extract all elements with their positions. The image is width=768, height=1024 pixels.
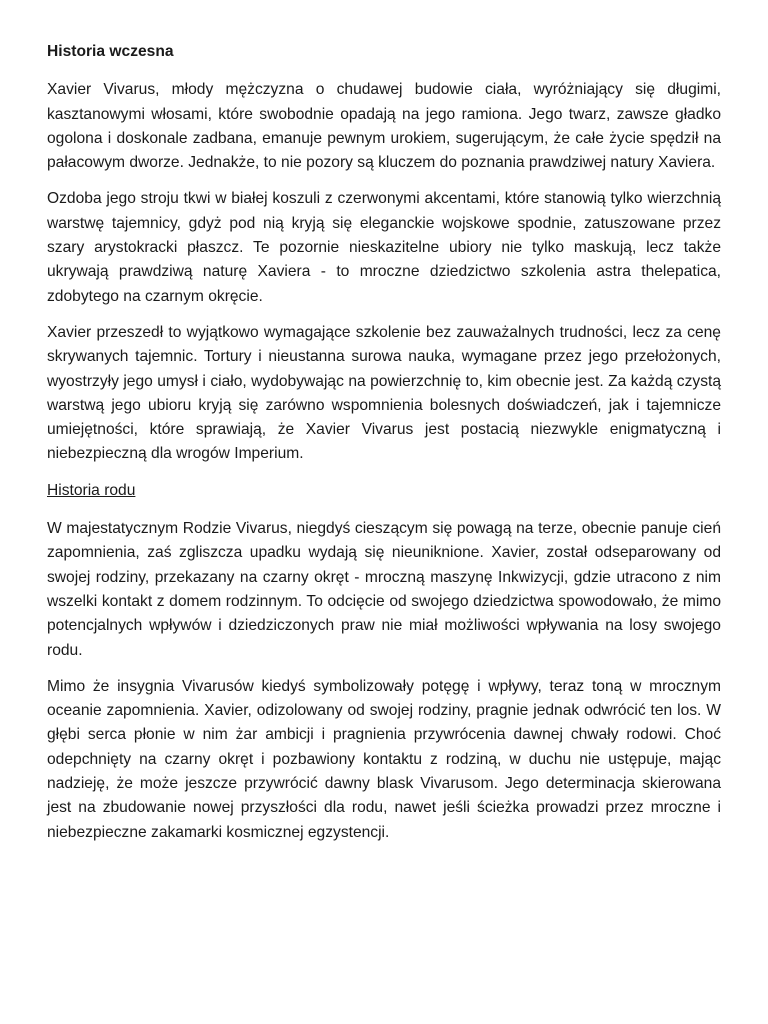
paragraph: Xavier Vivarus, młody mężczyzna o chudawej budowie ciała, wyróżniający się długimi, kasztanowymi włosami, które swobodnie opadają na jego ramiona. Jego twarz, zawsze gładko ogolona i doskonale zadbana, emanuje pewnym urokiem, sugerującym, że całe życie spędził na pałacowym dworze. Jednakże, to nie pozory są kluczem do poznania prawdziwej natury Xaviera. bbox=[47, 81, 721, 172]
paragraph: Ozdoba jego stroju tkwi w białej koszuli z czerwonymi akcentami, które stanowią tylko wierzchnią warstwę tajemnicy, gdyż pod nią kryją się eleganckie wojskowe spodnie, zatuszowane przez szary arystokracki płaszcz. Te pozornie nieskazitelne ubiory nie tylko maskują, lecz także ukrywają prawdziwą naturę Xaviera - to mroczne dziedzictwo szkolenia astra thelepatica, zdobytego na czarnym okręcie. bbox=[47, 190, 721, 305]
section-heading-family-history: Historia rodu bbox=[47, 481, 136, 499]
paragraph: W majestatycznym Rodzie Vivarus, niegdyś cieszącym się powagą na terze, obecnie panuje cień zapomnienia, zaś zgliszcza upadku wydają się nieuniknione. Xavier, został odseparowany od swojej rodziny, przekazany na czarny okręt - mroczną maszynę Inkwizycji, gdzie utracono z nim wszelki kontakt z domem rodzinnym. To odcięcie od swojego dziedzictwa spowodowało, że mimo potencjalnych wpływów i dziedziczonych praw nie miał możliwości wpływania na losy swojego rodu. bbox=[47, 520, 721, 659]
section-heading-early-history: Historia wczesna bbox=[47, 43, 174, 60]
paragraph: Mimo że insygnia Vivarusów kiedyś symbolizowały potęgę i wpływy, teraz toną w mrocznym oceanie zapomnienia. Xavier, odizolowany od swojej rodziny, pragnie jednak odwrócić ten los. W głębi serca płonie w nim żar ambicji i pragnienia przywrócenia dawnej chwały rodowi. Choć odepchnięty na czarny okręt i pozbawiony kontaktu z rodziną, w duchu nie ustępuje, mając nadzieję, że może jeszcze przywrócić dawny blask Vivarusom. Jego determinacja skierowana jest na zbudowanie nowej przyszłości dla rodu, nawet jeśli ścieżka prowadzi przez mroczne i niebezpieczne zakamarki kosmicznej egzystencji. bbox=[47, 677, 721, 841]
paragraph: Xavier przeszedł to wyjątkowo wymagające szkolenie bez zauważalnych trudności, lecz za cenę skrywanych tajemnic. Tortury i nieustanna surowa nauka, wymagane przez jego przełożonych, wyostrzyły jego umysł i ciało, wydobywając na powierzchnię to, kim obecnie jest. Za każdą czystą warstwą jego ubioru kryją się zarówno wspomnienia bolesnych doświadczeń, jak i tajemnicze umiejętności, które sprawiają, że Xavier Vivarus jest postacią niezwykle enigmatyczną i niebezpieczną dla wrogów Imperium. bbox=[47, 323, 721, 463]
document-page bbox=[47, 40, 721, 857]
